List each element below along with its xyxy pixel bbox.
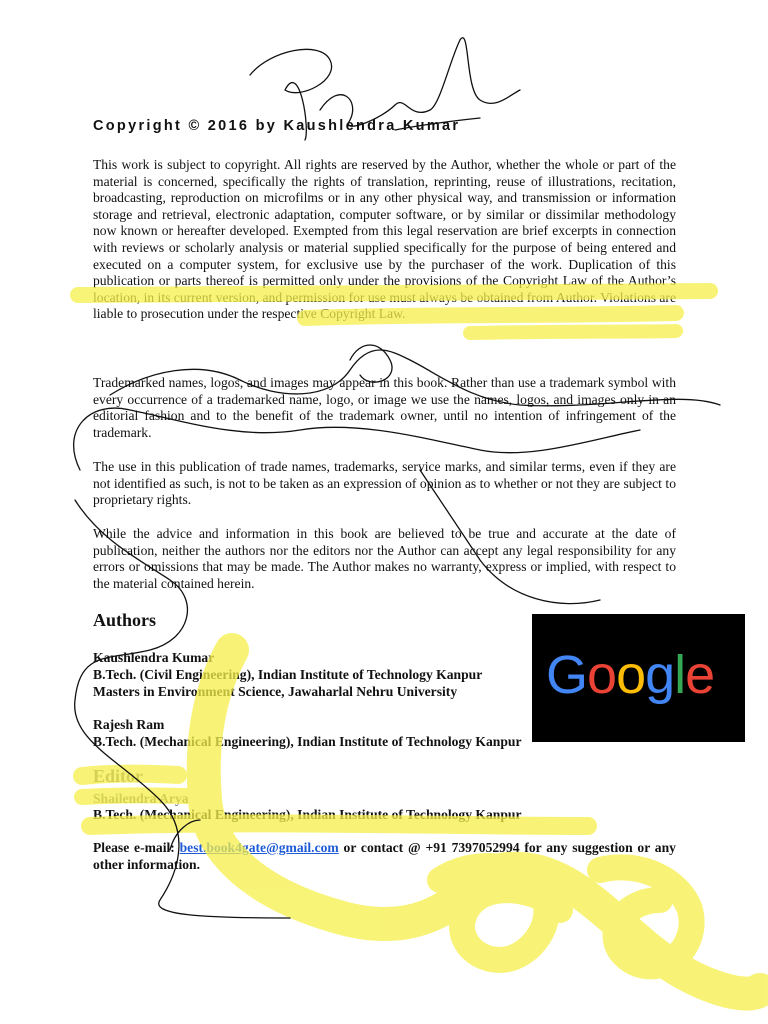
google-logo-letter: g [645,645,675,705]
copyright-paragraph: This work is subject to copyright. All rights are reserved by the Author, whether the whole or part of the material is concerned, specifically the rights of translation, reprinting, reuse of illustrations, recitation, broadcasting, reproduction on microfilms or in any other physical way, and transmission or information storage and retrieval, electronic adaptation, computer software, or by similar or dissimilar methodology now known or hereafter developed. Exempted from this legal reservation are brief excerpts in connection with reviews or scholarly analysis or material supplied specifically for the purpose of being entered and executed on a computer system, for exclusive use by the purchaser of the work. Duplication of this publication or parts thereof is permitted only under the provisions of the Copyright Law of the Author’s location, in its current version, and permission for use must always be obtained from Author. Violations are liable to prosecution under the respective Copyright Law. [93,157,676,322]
google-logo-letter: l [674,645,686,705]
authors-heading: Authors [93,610,157,630]
contact-prefix: Please e-mail: [93,840,175,855]
disclaimer-paragraph: While the advice and information in this book are believed to be true and accurate at the date of publication, neither the authors nor the editors nor the Author can accept any legal responsibility for any errors or omissions that may be made. The Author makes no warranty, express or implied, with respect to the material contained herein. [93,526,676,591]
author-name: Rajesh Ram [93,717,165,732]
author-qualification: Masters in Environment Science, Jawaharlal Nehru University [93,684,458,699]
editor-name: Shailendra Arya [93,791,189,806]
editor-qualification: B.Tech. (Mechanical Engineering), Indian Institute of Technology Kanpur [93,807,522,822]
author-qualification: B.Tech. (Mechanical Engineering), Indian Institute of Technology Kanpur [93,734,522,749]
contact-paragraph [93,839,676,873]
google-logo-box [532,614,745,742]
contact-suffix: or contact @ +91 7397052994 for any suggestion or any other information. [93,840,676,872]
google-logo-letter: G [546,645,588,705]
google-logo-letter: o [616,645,646,705]
google-logo-letter: e [685,645,715,705]
author-name: Kaushlendra Kumar [93,650,215,665]
trademark-paragraph: Trademarked names, logos, and images may appear in this book. Rather than use a trademark symbol with every occurrence of a trademarked name, logo, or image we use the names, logos, and images only in an editorial fashion and to the benefit of the trademark owner, until no intention of infringement of the trademark. [93,375,676,440]
trade-names-paragraph: The use in this publication of trade names, trademarks, service marks, and similar terms, even if they are not identified as such, is not to be taken as an expression of opinion as to whether or not they are subject to proprietary rights. [93,459,676,508]
email-link[interactable]: best.book4gate@gmail.com [179,840,339,855]
google-logo-letter: o [587,645,617,705]
editor-heading: Editor [93,766,144,786]
author-qualification: B.Tech. (Civil Engineering), Indian Institute of Technology Kanpur [93,667,483,682]
copyright-line: Copyright © 2016 by Kaushlendra Kumar [93,118,461,134]
google-logo-word [546,640,714,710]
